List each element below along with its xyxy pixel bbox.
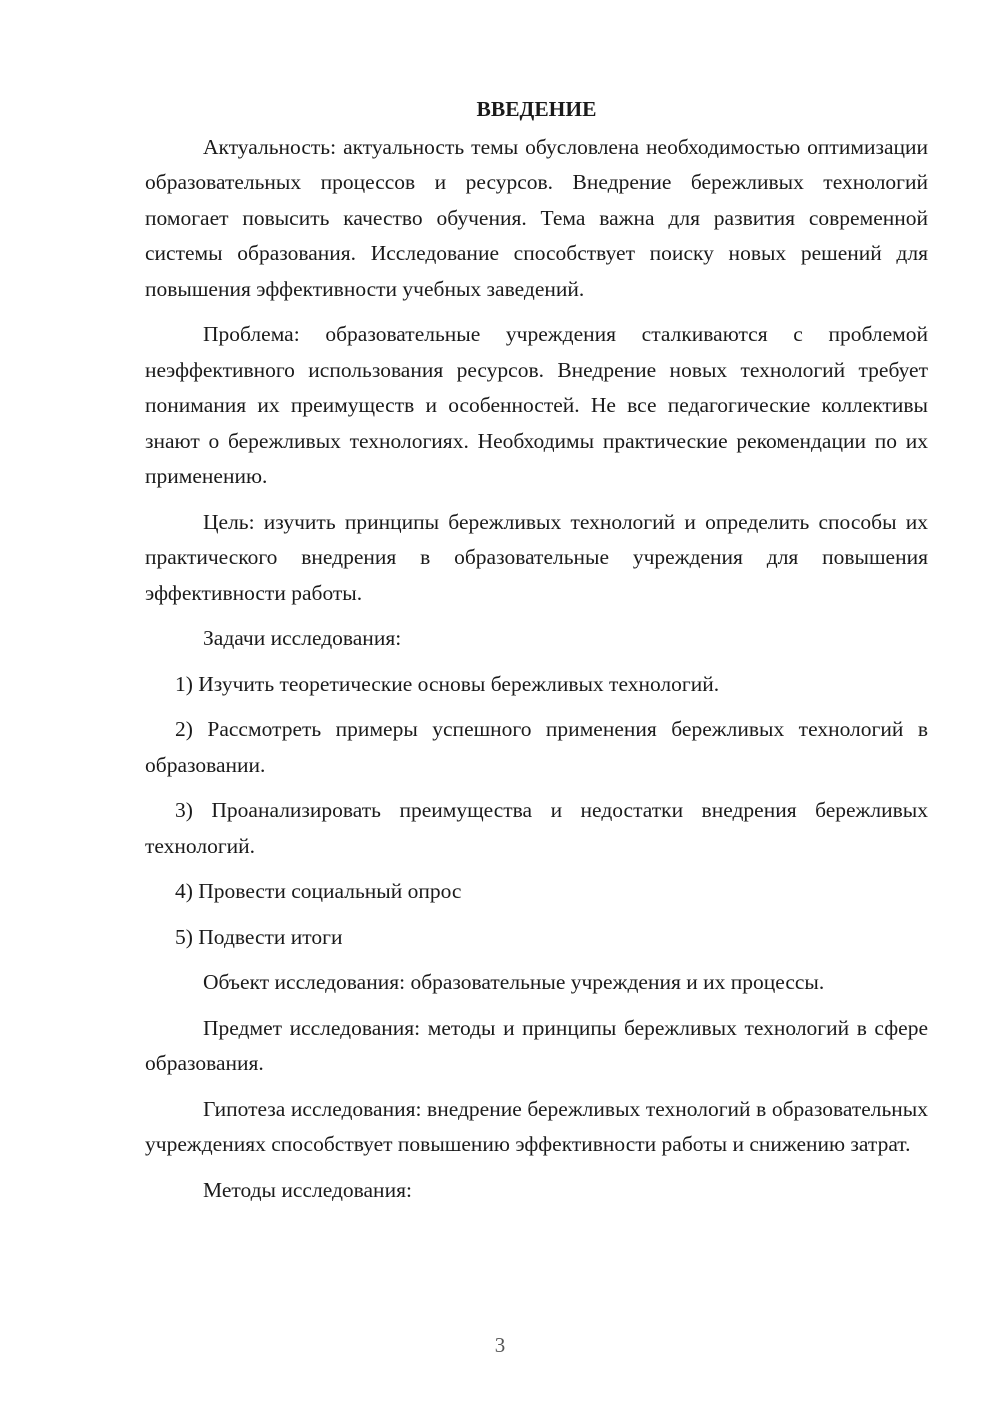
paragraph-problem: Проблема: образовательные учреждения сталкиваются с проблемой неэффективного использования ресурсов. Внедрение новых технологий требует понимания их преимуществ и особенностей. Не все педагогические коллективы знают о бережливых технологиях. Необходимы практические рекомендации по их применению. bbox=[145, 322, 928, 488]
paragraph-methods: Методы исследования: bbox=[203, 1177, 412, 1202]
task-item-1: 1) Изучить теоретические основы бережливых технологий. bbox=[175, 671, 720, 696]
page-number: 3 bbox=[494, 1333, 506, 1357]
paragraph-tasks-intro: Задачи исследования: bbox=[203, 626, 402, 650]
task-item-5: 5) Подвести итоги bbox=[175, 924, 343, 949]
section-heading: ВВЕДЕНИЕ bbox=[476, 97, 597, 121]
paragraph-subject: Предмет исследования: методы и принципы бережливых технологий в сфере образования. bbox=[145, 1015, 928, 1075]
task-item-4: 4) Провести социальный опрос bbox=[175, 879, 462, 903]
task-item-3: 3) Проанализировать преимущества и недостатки внедрения бережливых технологий. bbox=[145, 798, 928, 858]
paragraph-object: Объект исследования: образовательные учреждения и их процессы. bbox=[203, 970, 825, 994]
task-item-2: 2) Рассмотреть примеры успешного применения бережливых технологий в образовании. bbox=[145, 717, 928, 777]
paragraph-relevance: Актуальность: актуальность темы обусловлена необходимостью оптимизации образовательных процессов и ресурсов. Внедрение бережливых технологий помогает повысить качество обучения. Тема важна для развития современной системы образования. Исследование способствует поиску новых решений для повышения эффективности учебных заведений. bbox=[145, 134, 928, 301]
paragraph-goal: Цель: изучить принципы бережливых технологий и определить способы их практического внедрения в образовательные учреждения для повышения эффективности работы. bbox=[145, 509, 928, 605]
document-page bbox=[145, 92, 928, 1218]
paragraph-hypothesis: Гипотеза исследования: внедрение бережливых технологий в образовательных учреждениях способствует повышению эффективности работы и снижению затрат. bbox=[145, 1096, 928, 1156]
